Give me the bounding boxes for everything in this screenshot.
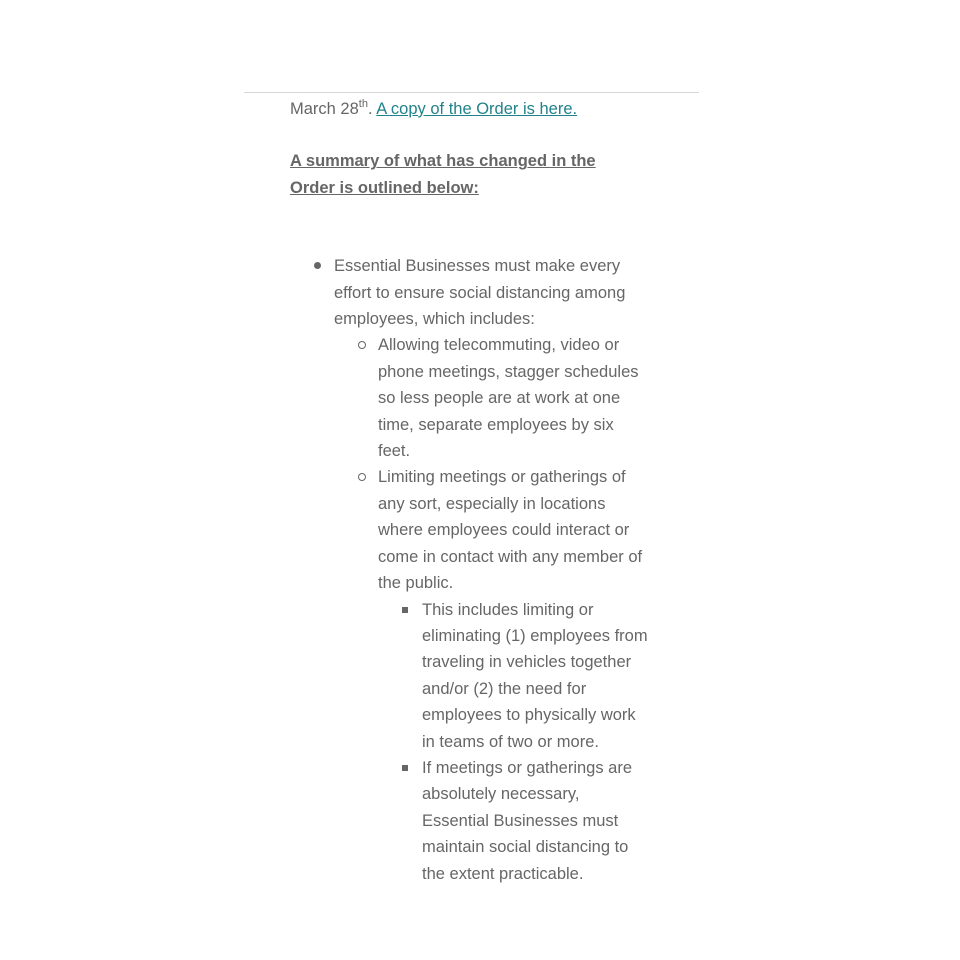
square-bullet-icon — [402, 607, 408, 613]
list-item — [378, 464, 650, 887]
list-item — [422, 597, 650, 755]
list-item-text: If meetings or gatherings are absolutely necessary, Essential Businesses must maintain social distancing to the extent practicable. — [422, 758, 633, 883]
date-line — [290, 96, 660, 122]
order-copy-link[interactable]: A copy of the Order is here. — [376, 100, 578, 118]
disc-bullet-icon — [314, 262, 321, 269]
sub-list — [334, 332, 650, 887]
circle-bullet-icon — [358, 341, 366, 349]
list-item-text: This includes limiting or eliminating (1) employees from traveling in vehicles together and/or (2) the need for employees to physically work in teams of two or more. — [422, 600, 648, 751]
sub-sub-list — [378, 597, 650, 887]
list-item — [378, 332, 650, 464]
square-bullet-icon — [402, 765, 408, 771]
summary-heading: A summary of what has changed in the Order is outlined below: — [290, 152, 596, 197]
date-end: . — [367, 100, 377, 118]
list-item-text: Essential Businesses must make every effort to ensure social distancing among employees, which includes: — [334, 257, 626, 329]
circle-bullet-icon — [358, 473, 366, 481]
article-body — [290, 96, 660, 887]
list-item-text: Limiting meetings or gatherings of any sort, especially in locations where employees could interact or come in contact with any member of the public. — [378, 468, 643, 593]
list-item — [334, 253, 650, 887]
list-item — [422, 755, 650, 887]
date-suffix: th — [358, 97, 368, 110]
list-item-text: Allowing telecommuting, video or phone meetings, stagger schedules so less people are at work at one time, separate employees by six feet. — [378, 336, 639, 461]
top-divider — [244, 92, 699, 93]
changes-list — [290, 253, 660, 887]
date-text: March 28 — [290, 100, 359, 118]
